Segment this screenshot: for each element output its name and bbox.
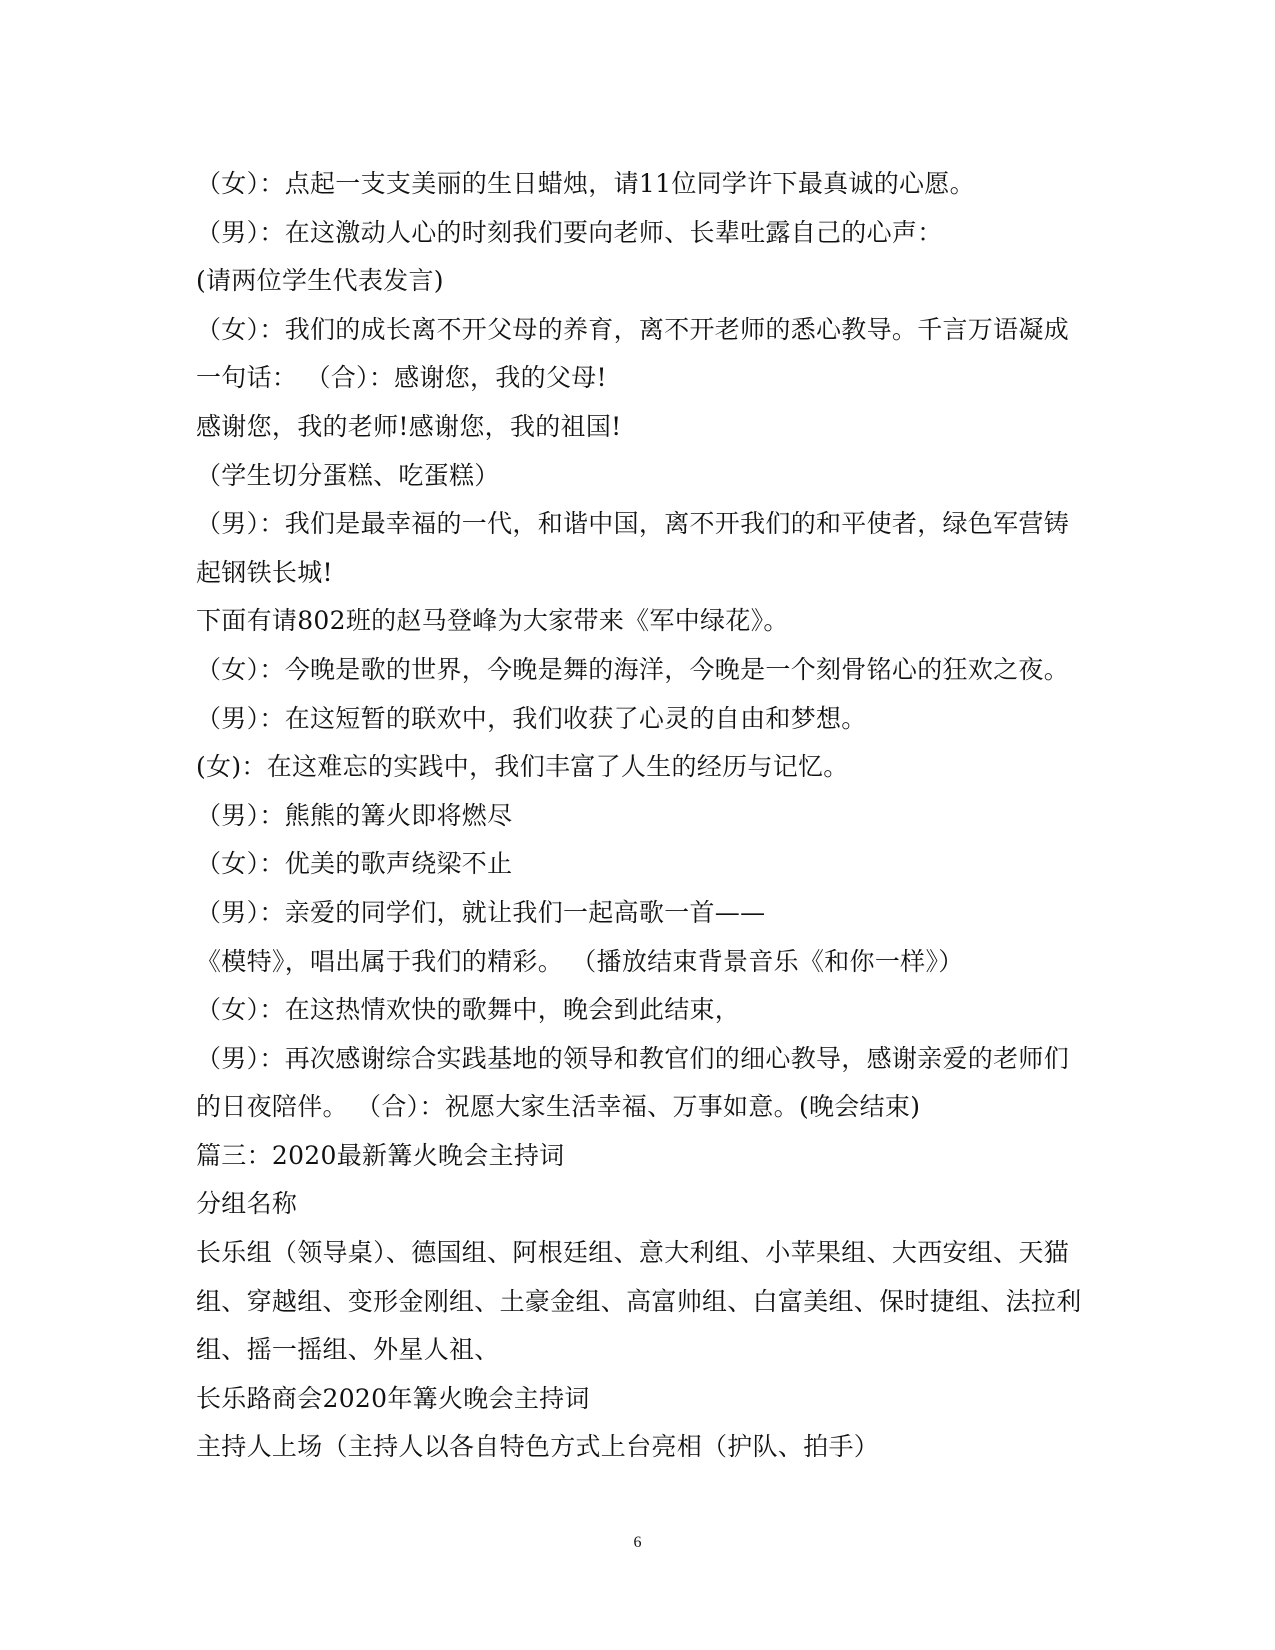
text-line: 《模特》，唱出属于我们的精彩。 （播放结束背景音乐《和你一样》）	[196, 946, 964, 976]
text-line: 主持人上场（主持人以各自特色方式上台亮相（护队、拍手）	[196, 1432, 880, 1462]
page-number: 6	[633, 1534, 642, 1551]
text-line: （男）：再次感谢综合实践基地的领导和教官们的细心教导，感谢亲爱的老师们	[196, 1043, 1070, 1073]
text-line: 起钢铁长城!	[196, 557, 333, 587]
text-line: (女)：在这难忘的实践中，我们丰富了人生的经历与记忆。	[196, 752, 849, 782]
text-line: （男）：在这短暂的联欢中，我们收获了心灵的自由和梦想。	[196, 703, 867, 733]
text-line: 组、穿越组、变形金刚组、土豪金组、高富帅组、白富美组、保时捷组、法拉利	[196, 1286, 1082, 1316]
text-line: 长乐组（领导桌）、德国组、阿根廷组、意大利组、小苹果组、大西安组、天猫	[196, 1238, 1070, 1268]
text-line: （女）：今晚是歌的世界，今晚是舞的海洋，今晚是一个刻骨铭心的狂欢之夜。	[196, 654, 1070, 684]
text-line: 的日夜陪伴。 （合）：祝愿大家生活幸福、万事如意。(晚会结束)	[196, 1092, 921, 1122]
text-line: （女）：点起一支支美丽的生日蜡烛，请11位同学许下最真诚的心愿。	[196, 169, 975, 198]
text-line: （女）：我们的成长离不开父母的养育，离不开老师的悉心教导。千言万语凝成	[196, 314, 1070, 344]
text-line: （学生切分蛋糕、吃蛋糕）	[196, 460, 500, 490]
text-line: （男）：亲爱的同学们，就让我们一起高歌一首——	[196, 897, 766, 927]
text-line: （女）：优美的歌声绕梁不止	[196, 849, 513, 879]
text-line: 感谢您，我的老师!感谢您，我的祖国!	[196, 411, 622, 441]
text-line: （女）：在这热情欢快的歌舞中，晚会到此结束，	[196, 995, 741, 1025]
text-line: 分组名称	[196, 1189, 298, 1219]
text-line: (请两位学生代表发言)	[196, 266, 444, 296]
document-body	[196, 160, 1082, 1472]
text-line: 组、摇一摇组、外星人祖、	[196, 1335, 500, 1365]
section-heading: 篇三：2020最新篝火晚会主持词	[196, 1140, 565, 1170]
text-line: （男）：熊熊的篝火即将燃尽	[196, 800, 513, 830]
text-line: （男）：我们是最幸福的一代，和谐中国，离不开我们的和平使者，绿色军营铸	[196, 509, 1070, 539]
text-line: 一句话： （合）：感谢您，我的父母!	[196, 363, 607, 393]
text-line: 长乐路商会2020年篝火晚会主持词	[196, 1383, 590, 1413]
text-line: 下面有请802班的赵马登峰为大家带来《军中绿花》。	[196, 606, 789, 636]
text-line: （男）：在这激动人心的时刻我们要向老师、长辈吐露自己的心声：	[196, 217, 943, 247]
